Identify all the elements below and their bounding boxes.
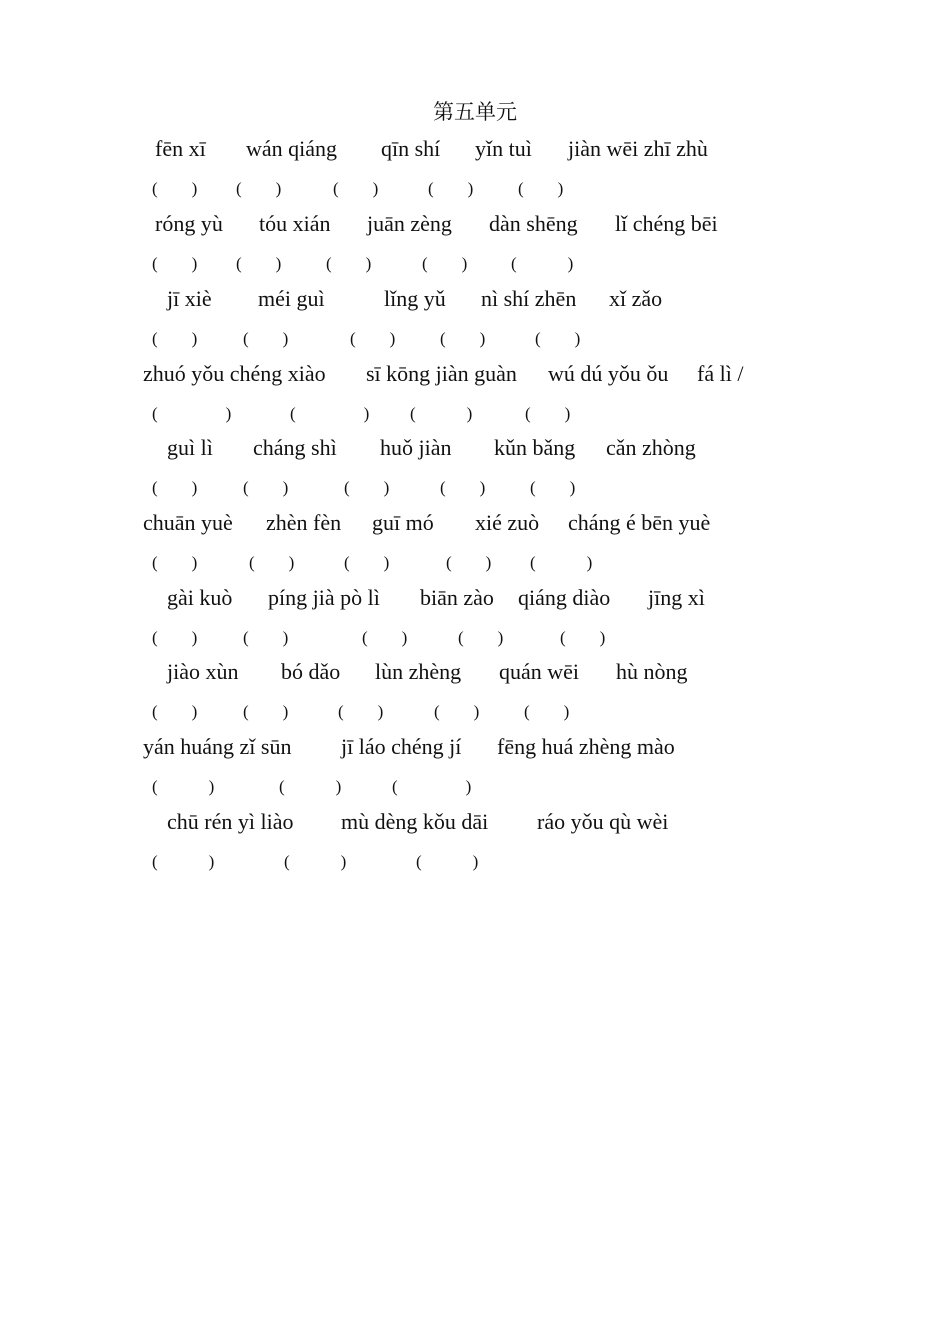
pinyin-row — [0, 211, 950, 241]
pinyin-word: mù dèng kǒu dāi — [341, 809, 489, 834]
pinyin-word: gài kuò — [167, 585, 233, 610]
pinyin-word: jī xiè — [167, 286, 212, 311]
answer-blank: ( ) — [243, 478, 289, 497]
answer-blank: ( ) — [511, 254, 574, 273]
answer-blank: ( ) — [416, 852, 479, 871]
answer-blank: ( ) — [518, 179, 564, 198]
pinyin-word: yǐn tuì — [475, 136, 532, 161]
answer-blank: ( ) — [243, 702, 289, 721]
pinyin-word: wú dú yǒu ǒu — [548, 361, 669, 386]
answer-blank: ( ) — [525, 404, 571, 423]
pinyin-word: bó dǎo — [281, 659, 341, 684]
answer-blank: ( ) — [152, 777, 215, 796]
pinyin-word: fēng huá zhèng mào — [497, 734, 675, 759]
answer-blank-row — [0, 324, 950, 354]
answer-blank: ( ) — [243, 628, 289, 647]
answer-blank: ( ) — [535, 329, 581, 348]
answer-blank: ( ) — [290, 404, 370, 423]
pinyin-row — [0, 136, 950, 166]
answer-blank-row — [0, 623, 950, 653]
pinyin-word: hù nòng — [616, 659, 688, 684]
pinyin-word: qiáng diào — [518, 585, 611, 610]
unit-title: 第五单元 — [433, 100, 517, 124]
answer-blank-row — [0, 847, 950, 877]
pinyin-word: huǒ jiàn — [380, 435, 452, 460]
answer-blank: ( ) — [152, 329, 198, 348]
answer-blank: ( ) — [236, 254, 282, 273]
pinyin-word: jiào xùn — [167, 659, 239, 684]
answer-blank: ( ) — [530, 553, 593, 572]
answer-blank-row — [0, 249, 950, 279]
answer-blank: ( ) — [362, 628, 408, 647]
answer-blank: ( ) — [152, 478, 198, 497]
answer-blank: ( ) — [440, 329, 486, 348]
answer-blank: ( ) — [152, 254, 198, 273]
pinyin-word: nì shí zhēn — [481, 286, 577, 311]
answer-blank: ( ) — [152, 852, 215, 871]
answer-blank-row — [0, 548, 950, 578]
pinyin-word: lǐ chéng bēi — [615, 211, 718, 236]
pinyin-row — [0, 361, 950, 391]
pinyin-word: cháng shì — [253, 435, 337, 460]
answer-blank: ( ) — [152, 553, 198, 572]
pinyin-word: jīng xì — [648, 585, 705, 610]
pinyin-word: zhuó yǒu chéng xiào — [143, 361, 326, 386]
answer-blank-row — [0, 174, 950, 204]
answer-blank: ( ) — [284, 852, 347, 871]
answer-blank: ( ) — [524, 702, 570, 721]
pinyin-word: xié zuò — [475, 510, 540, 535]
answer-blank: ( ) — [446, 553, 492, 572]
answer-blank: ( ) — [338, 702, 384, 721]
answer-blank-row — [0, 473, 950, 503]
pinyin-word: juān zèng — [367, 211, 452, 236]
pinyin-word: dàn shēng — [489, 211, 578, 236]
pinyin-word: xǐ zǎo — [609, 286, 663, 311]
answer-blank: ( ) — [152, 179, 198, 198]
answer-blank: ( ) — [152, 628, 198, 647]
answer-blank: ( ) — [243, 329, 289, 348]
answer-blank: ( ) — [410, 404, 473, 423]
pinyin-word: ráo yǒu qù wèi — [537, 809, 669, 834]
answer-blank: ( ) — [333, 179, 379, 198]
pinyin-word: wán qiáng — [246, 136, 338, 161]
answer-blank: ( ) — [392, 777, 472, 796]
pinyin-word: cháng é bēn yuè — [568, 510, 711, 535]
pinyin-word: zhèn fèn — [266, 510, 342, 535]
pinyin-row — [0, 435, 950, 465]
pinyin-row — [0, 510, 950, 540]
pinyin-row — [0, 659, 950, 689]
answer-blank: ( ) — [279, 777, 342, 796]
answer-blank-row — [0, 772, 950, 802]
pinyin-word: chuān yuè — [143, 510, 233, 535]
answer-blank: ( ) — [428, 179, 474, 198]
pinyin-word: guì lì — [167, 435, 213, 460]
answer-blank: ( ) — [434, 702, 480, 721]
pinyin-row — [0, 585, 950, 615]
pinyin-word: guī mó — [372, 510, 434, 535]
pinyin-row — [0, 734, 950, 764]
pinyin-row — [0, 286, 950, 316]
pinyin-word: jiàn wēi zhī zhù — [568, 136, 708, 161]
answer-blank: ( ) — [344, 478, 390, 497]
pinyin-word: píng jià pò lì — [268, 585, 380, 610]
answer-blank: ( ) — [560, 628, 606, 647]
answer-blank: ( ) — [236, 179, 282, 198]
answer-blank: ( ) — [326, 254, 372, 273]
pinyin-word: fēn xī — [155, 136, 206, 161]
pinyin-word: róng yù — [155, 211, 223, 236]
answer-blank: ( ) — [152, 702, 198, 721]
answer-blank-row — [0, 697, 950, 727]
answer-blank: ( ) — [422, 254, 468, 273]
answer-blank: ( ) — [440, 478, 486, 497]
answer-blank-row — [0, 399, 950, 429]
answer-blank: ( ) — [458, 628, 504, 647]
pinyin-word: lùn zhèng — [375, 659, 462, 684]
answer-blank: ( ) — [530, 478, 576, 497]
pinyin-word: biān zào — [420, 585, 494, 610]
pinyin-word: méi guì — [258, 286, 325, 311]
pinyin-row — [0, 809, 950, 839]
pinyin-word: lǐng yǔ — [384, 286, 446, 311]
pinyin-word: tóu xián — [259, 211, 331, 236]
answer-blank: ( ) — [350, 329, 396, 348]
pinyin-word: yán huáng zǐ sūn — [143, 734, 292, 759]
answer-blank: ( ) — [249, 553, 295, 572]
answer-blank: ( ) — [344, 553, 390, 572]
pinyin-word: sī kōng jiàn guàn — [366, 361, 517, 386]
pinyin-word: jī láo chéng jí — [341, 734, 462, 759]
pinyin-word: cǎn zhòng — [606, 435, 696, 460]
pinyin-word: quán wēi — [499, 659, 580, 684]
pinyin-word: kǔn bǎng — [494, 435, 576, 460]
answer-blank: ( ) — [152, 404, 232, 423]
pinyin-word: chū rén yì liào — [167, 809, 294, 834]
pinyin-word: fá lì / — [697, 361, 744, 386]
pinyin-word: qīn shí — [381, 136, 441, 161]
